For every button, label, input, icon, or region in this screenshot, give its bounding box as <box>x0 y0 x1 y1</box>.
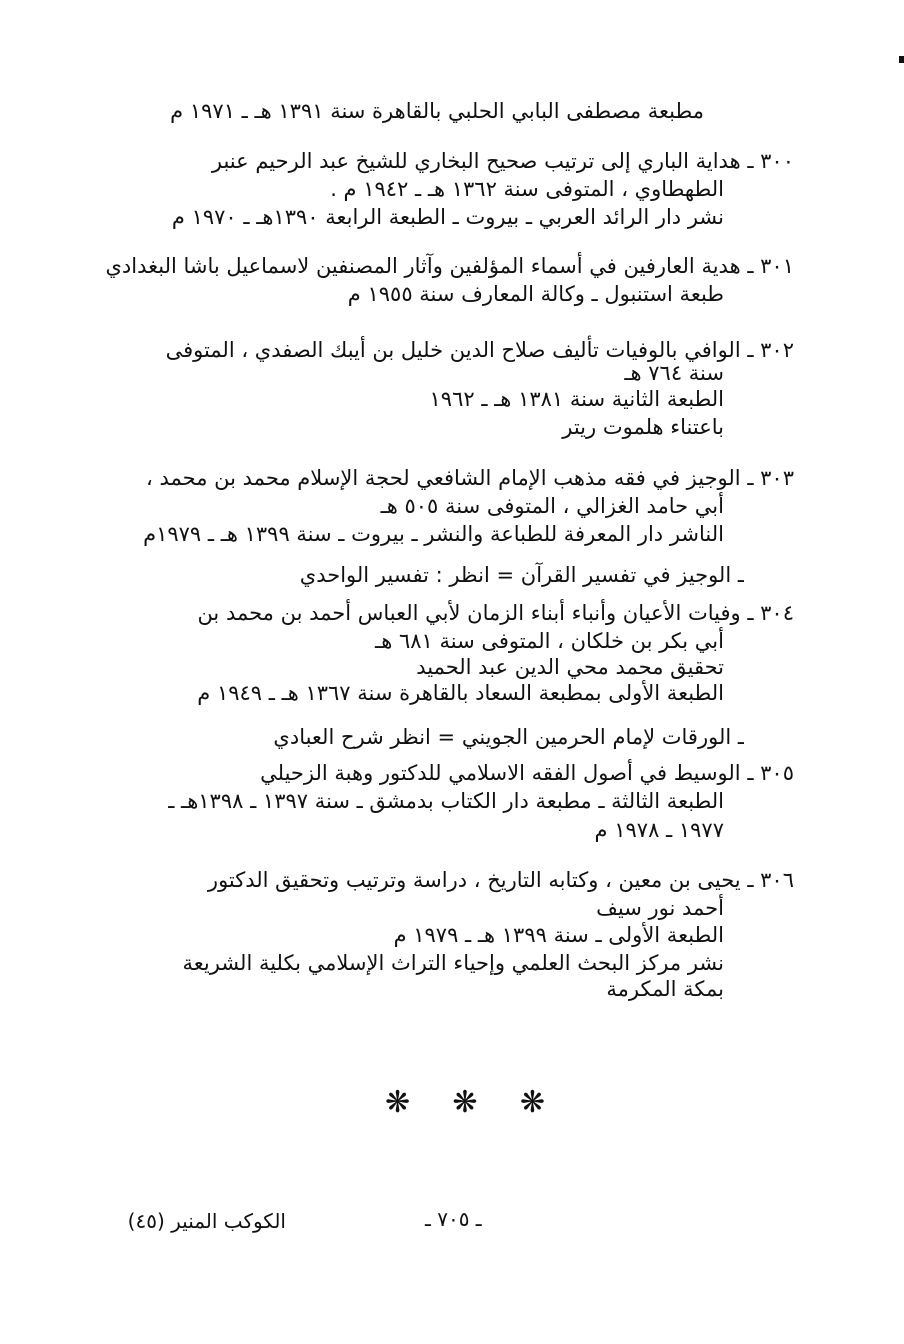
entry-300-line-2: الطهطاوي ، المتوفى سنة ١٣٦٢ هـ ـ ١٩٤٢ م . <box>330 177 724 201</box>
section-separator <box>385 1082 545 1122</box>
entry-303-line-2: أبي حامد الغزالي ، المتوفى سنة ٥٠٥ هـ <box>380 494 724 518</box>
entry-304-line-4: الطبعة الأولى بمطبعة السعاد بالقاهرة سنة ١٣٦٧ هـ ـ ١٩٤٩ م <box>197 681 724 705</box>
entry-302-line-4: باعتناء هلموت ريتر <box>562 415 724 439</box>
entry-306-line-2: أحمد نور سيف <box>596 896 724 920</box>
entry-302-line-1: ٣٠٢ ـ الوافي بالوفيات تأليف صلاح الدين خليل بن أيبك الصفدي ، المتوفى <box>165 338 794 362</box>
asterism-star-icon: ❋ <box>452 1084 478 1120</box>
scan-mark <box>899 56 904 63</box>
entry-304-line-2: أبي بكر بن خلكان ، المتوفى سنة ٦٨١ هـ <box>375 629 724 653</box>
entry-305-line-3: ١٩٧٧ ـ ١٩٧٨ م <box>594 818 724 842</box>
entry-305-line-1: ٣٠٥ ـ الوسيط في أصول الفقه الاسلامي للدكتور وهبة الزحيلي <box>260 761 794 785</box>
entry-303-line-1: ٣٠٣ ـ الوجيز في فقه مذهب الإمام الشافعي لحجة الإسلام محمد بن محمد ، <box>146 466 794 490</box>
entry-303-crossref: ـ الوجيز في تفسير القرآن = انظر : تفسير الواحدي <box>299 563 744 587</box>
entry-300-line-3: نشر دار الرائد العربي ـ بيروت ـ الطبعة الرابعة ١٣٩٠هـ ـ ١٩٧٠ م <box>171 205 724 229</box>
entry-301-line-2: طبعة استنبول ـ وكالة المعارف سنة ١٩٥٥ م <box>347 282 724 306</box>
entry-306-line-5: بمكة المكرمة <box>606 977 724 1001</box>
entry-305-line-2: الطبعة الثالثة ـ مطبعة دار الكتاب بدمشق ـ سنة ١٣٩٧ ـ ١٣٩٨هـ ـ <box>168 789 724 813</box>
entry-306-line-4: نشر مركز البحث العلمي وإحياء التراث الإسلامي بكلية الشريعة <box>182 951 724 975</box>
entry-302-line-3: الطبعة الثانية سنة ١٣٨١ هـ ـ ١٩٦٢ <box>429 387 724 411</box>
entry-303-line-3: الناشر دار المعرفة للطباعة والنشر ـ بيروت ـ سنة ١٣٩٩ هـ ـ ١٩٧٩م <box>143 522 724 546</box>
asterism-star-icon: ❋ <box>519 1084 545 1120</box>
entry-301-line-1: ٣٠١ ـ هدية العارفين في أسماء المؤلفين وآثار المصنفين لاسماعيل باشا البغدادي <box>105 254 794 278</box>
entry-304-line-1: ٣٠٤ ـ وفيات الأعيان وأنباء أبناء الزمان لأبي العباس أحمد بن محمد بن <box>197 601 794 625</box>
entry-continuation-line: مطبعة مصطفى البابي الحلبي بالقاهرة سنة ١٣٩١ هـ ـ ١٩٧١ م <box>170 99 704 123</box>
running-footer-title: الكوكب المنير (٤٥) <box>127 1209 286 1233</box>
entry-306-line-1: ٣٠٦ ـ يحيى بن معين ، وكتابه التاريخ ، دراسة وترتيب وتحقيق الدكتور <box>207 868 794 892</box>
entry-300-line-1: ٣٠٠ ـ هداية الباري إلى ترتيب صحيح البخاري للشيخ عبد الرحيم عنبر <box>211 149 794 173</box>
entry-302-line-2: سنة ٧٦٤ هـ <box>624 361 724 385</box>
entry-306-line-3: الطبعة الأولى ـ سنة ١٣٩٩ هـ ـ ١٩٧٩ م <box>393 923 724 947</box>
asterism-star-icon: ❋ <box>385 1084 411 1120</box>
entry-304-line-3: تحقيق محمد محي الدين عبد الحميد <box>416 655 724 679</box>
entry-304-crossref: ـ الورقات لإمام الحرمين الجويني = انظر شرح العبادي <box>273 725 744 749</box>
page-number: ـ ٧٠٥ ـ <box>425 1207 482 1231</box>
